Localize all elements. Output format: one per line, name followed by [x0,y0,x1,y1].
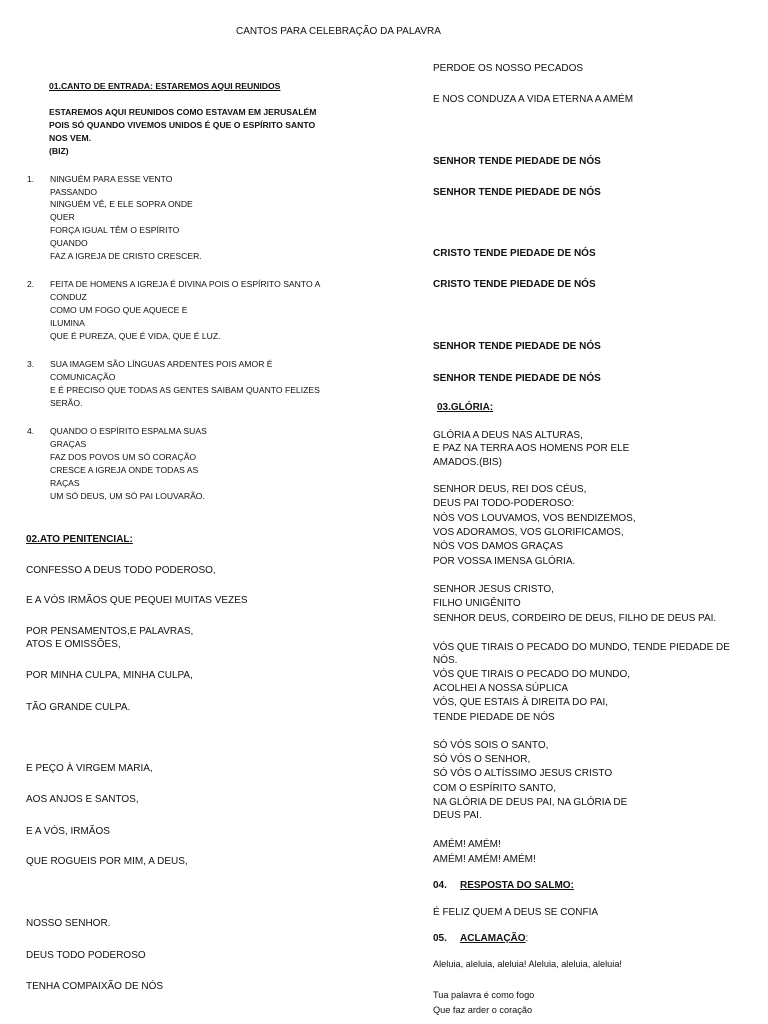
perdoe-line: E NOS CONDUZA A VIDA ETERNA A AMÉM [433,94,634,105]
ato-line: QUE ROGUEIS POR MIM, A DEUS, [26,856,188,867]
ato-line: POR MINHA CULPA, MINHA CULPA, [26,670,193,681]
ato-line: TÃO GRANDE CULPA. [26,702,131,713]
stanza-line: FEITA DE HOMENS A IGREJA É DIVINA POIS O ESPÍRITO SANTO A [50,279,321,289]
stanza-line: FAZ DOS POVOS UM SÓ CORAÇÃO [50,452,197,462]
gloria-heading: 03.GLÓRIA: [437,402,494,413]
perdoe-line: PERDOE OS NOSSO PECADOS [433,63,584,74]
kyrie-line: CRISTO TENDE PIEDADE DE NÓS [433,279,596,290]
gloria-line: AMÉM! AMÉM! AMÉM! [433,854,536,865]
gloria-line: SENHOR JESUS CRISTO, [433,584,554,595]
stanza-number: 2. [27,279,35,289]
refrao-line: POIS SÓ QUANDO VIVEMOS UNIDOS É QUE O ESPÍRITO SANTO [49,120,316,130]
stanza-line: GRAÇAS [50,439,87,449]
stanza-line: UM SÓ DEUS, UM SÓ PAI LOUVARÃO. [50,491,205,501]
gloria-line: VÓS QUE TIRAIS O PECADO DO MUNDO, TENDE PIEDADE DE [433,642,730,653]
salmo-line: É FELIZ QUEM A DEUS SE CONFIA [433,907,599,918]
salmo-heading: RESPOSTA DO SALMO: [460,880,574,891]
gloria-line: AMADOS.(BIS) [433,457,502,468]
ato-line: NOSSO SENHOR. [26,918,111,929]
stanza-line: FAZ A IGREJA DE CRISTO CRESCER. [50,251,202,261]
stanza-number: 4. [27,426,35,436]
gloria-line: DEUS PAI TODO-PODEROSO: [433,498,575,509]
gloria-line: NÓS. [433,655,458,666]
stanza-line: E É PRECISO QUE TODAS AS GENTES SAIBAM QUANTO FELIZES [50,385,320,395]
stanza-line: SUA IMAGEM SÃO LÍNGUAS ARDENTES POIS AMOR É [50,359,273,369]
stanza-line: SERÃO. [50,398,83,408]
gloria-line: GLÓRIA A DEUS NAS ALTURAS, [433,430,583,441]
refrao-line: NOS VEM. [49,133,92,143]
gloria-line: SÓ VÓS SOIS O SANTO, [433,740,549,751]
aclamacao-line: Que faz arder o coração [433,1005,533,1015]
stanza-line: COMUNICAÇÃO [50,372,116,382]
ato-line: AOS ANJOS E SANTOS, [26,794,139,805]
kyrie-line: CRISTO TENDE PIEDADE DE NÓS [433,248,596,259]
gloria-line: VOS ADORAMOS, VOS GLORIFICAMOS, [433,527,624,538]
kyrie-line: SENHOR TENDE PIEDADE DE NÓS [433,187,601,198]
stanza-line: NINGUÉM PARA ESSE VENTO [50,174,173,184]
stanza-number: 1. [27,174,35,184]
stanza-line: PASSANDO [50,187,98,197]
gloria-line: COM O ESPÍRITO SANTO, [433,783,556,794]
ato-line: E A VÓS, IRMÃOS [26,826,110,837]
gloria-line: NÓS VOS LOUVAMOS, VOS BENDIZEMOS, [433,513,636,524]
gloria-line: NA GLÓRIA DE DEUS PAI, NA GLÓRIA DE [433,797,628,808]
gloria-line: SENHOR DEUS, REI DOS CÉUS, [433,484,587,495]
stanza-line: QUE É PUREZA, QUE É VIDA, QUE É LUZ. [50,331,221,341]
ato-line: DEUS TODO PODEROSO [26,950,146,961]
ato-heading: 02.ATO PENITENCIAL: [26,534,133,545]
aclamacao-heading: ACLAMAÇÃO [460,933,526,944]
gloria-line: AMÉM! AMÉM! [433,839,501,850]
page-title: CANTOS PARA CELEBRAÇÃO DA PALAVRA [236,26,441,37]
ato-line: POR PENSAMENTOS,E PALAVRAS, [26,626,194,637]
salmo-number: 04. [433,880,447,891]
kyrie-line: SENHOR TENDE PIEDADE DE NÓS [433,341,601,352]
gloria-line: POR VOSSA IMENSA GLÓRIA. [433,556,576,567]
gloria-line: FILHO UNIGÊNITO [433,598,521,609]
kyrie-line: SENHOR TENDE PIEDADE DE NÓS [433,373,601,384]
stanza-number: 3. [27,359,35,369]
gloria-line: SÓ VÓS O ALTÍSSIMO JESUS CRISTO [433,768,613,779]
gloria-line: VÓS QUE TIRAIS O PECADO DO MUNDO, [433,669,631,680]
gloria-line: SENHOR DEUS, CORDEIRO DE DEUS, FILHO DE DEUS PAI. [433,613,717,624]
gloria-line: VÓS, QUE ESTAIS À DIREITA DO PAI, [433,697,609,708]
entrada-heading: 01.CANTO DE ENTRADA: ESTAREMOS AQUI REUNIDOS [49,81,281,91]
refrao-line: (BIZ) [49,146,69,156]
stanza-line: NINGUÉM VÊ, E ELE SOPRA ONDE [50,199,193,209]
aclamacao-colon: : [525,933,529,944]
stanza-line: QUANDO [50,238,88,248]
gloria-line: NÓS VOS DAMOS GRAÇAS [433,541,564,552]
stanza-line: RAÇAS [50,478,80,488]
ato-line: E A VÓS IRMÃOS QUE PEQUEI MUITAS VEZES [26,595,248,606]
stanza-line: CONDUZ [50,292,87,302]
stanza-line: QUANDO O ESPÍRITO ESPALMA SUAS [50,426,207,436]
kyrie-line: SENHOR TENDE PIEDADE DE NÓS [433,156,601,167]
stanza-line: CRESCE A IGREJA ONDE TODAS AS [50,465,199,475]
ato-line: CONFESSO A DEUS TODO PODEROSO, [26,565,216,576]
gloria-line: SÓ VÓS O SENHOR, [433,754,531,765]
stanza-line: FORÇA IGUAL TÊM O ESPÍRITO [50,225,180,235]
stanza-line: COMO UM FOGO QUE AQUECE E [50,305,188,315]
ato-line: TENHA COMPAIXÃO DE NÓS [26,981,164,992]
stanza-line: ILUMINA [50,318,85,328]
gloria-line: DEUS PAI. [433,810,482,821]
refrao-line: ESTAREMOS AQUI REUNIDOS COMO ESTAVAM EM JERUSALÉM [49,107,317,117]
gloria-line: TENDE PIEDADE DE NÓS [433,712,555,723]
gloria-line: E PAZ NA TERRA AOS HOMENS POR ELE [433,443,630,454]
aclamacao-heading-wrap [460,933,528,945]
ato-line: E PEÇO À VIRGEM MARIA, [26,763,153,774]
aclamacao-line: Aleluia, aleluia, aleluia! Aleluia, aleluia, aleluia! [433,959,622,969]
aclamacao-number: 05. [433,933,447,944]
stanza-line: QUER [50,212,75,222]
ato-line: ATOS E OMISSÕES, [26,639,121,650]
gloria-line: ACOLHEI A NOSSA SÚPLICA [433,683,569,694]
aclamacao-line: Tua palavra é como fogo [433,990,535,1000]
